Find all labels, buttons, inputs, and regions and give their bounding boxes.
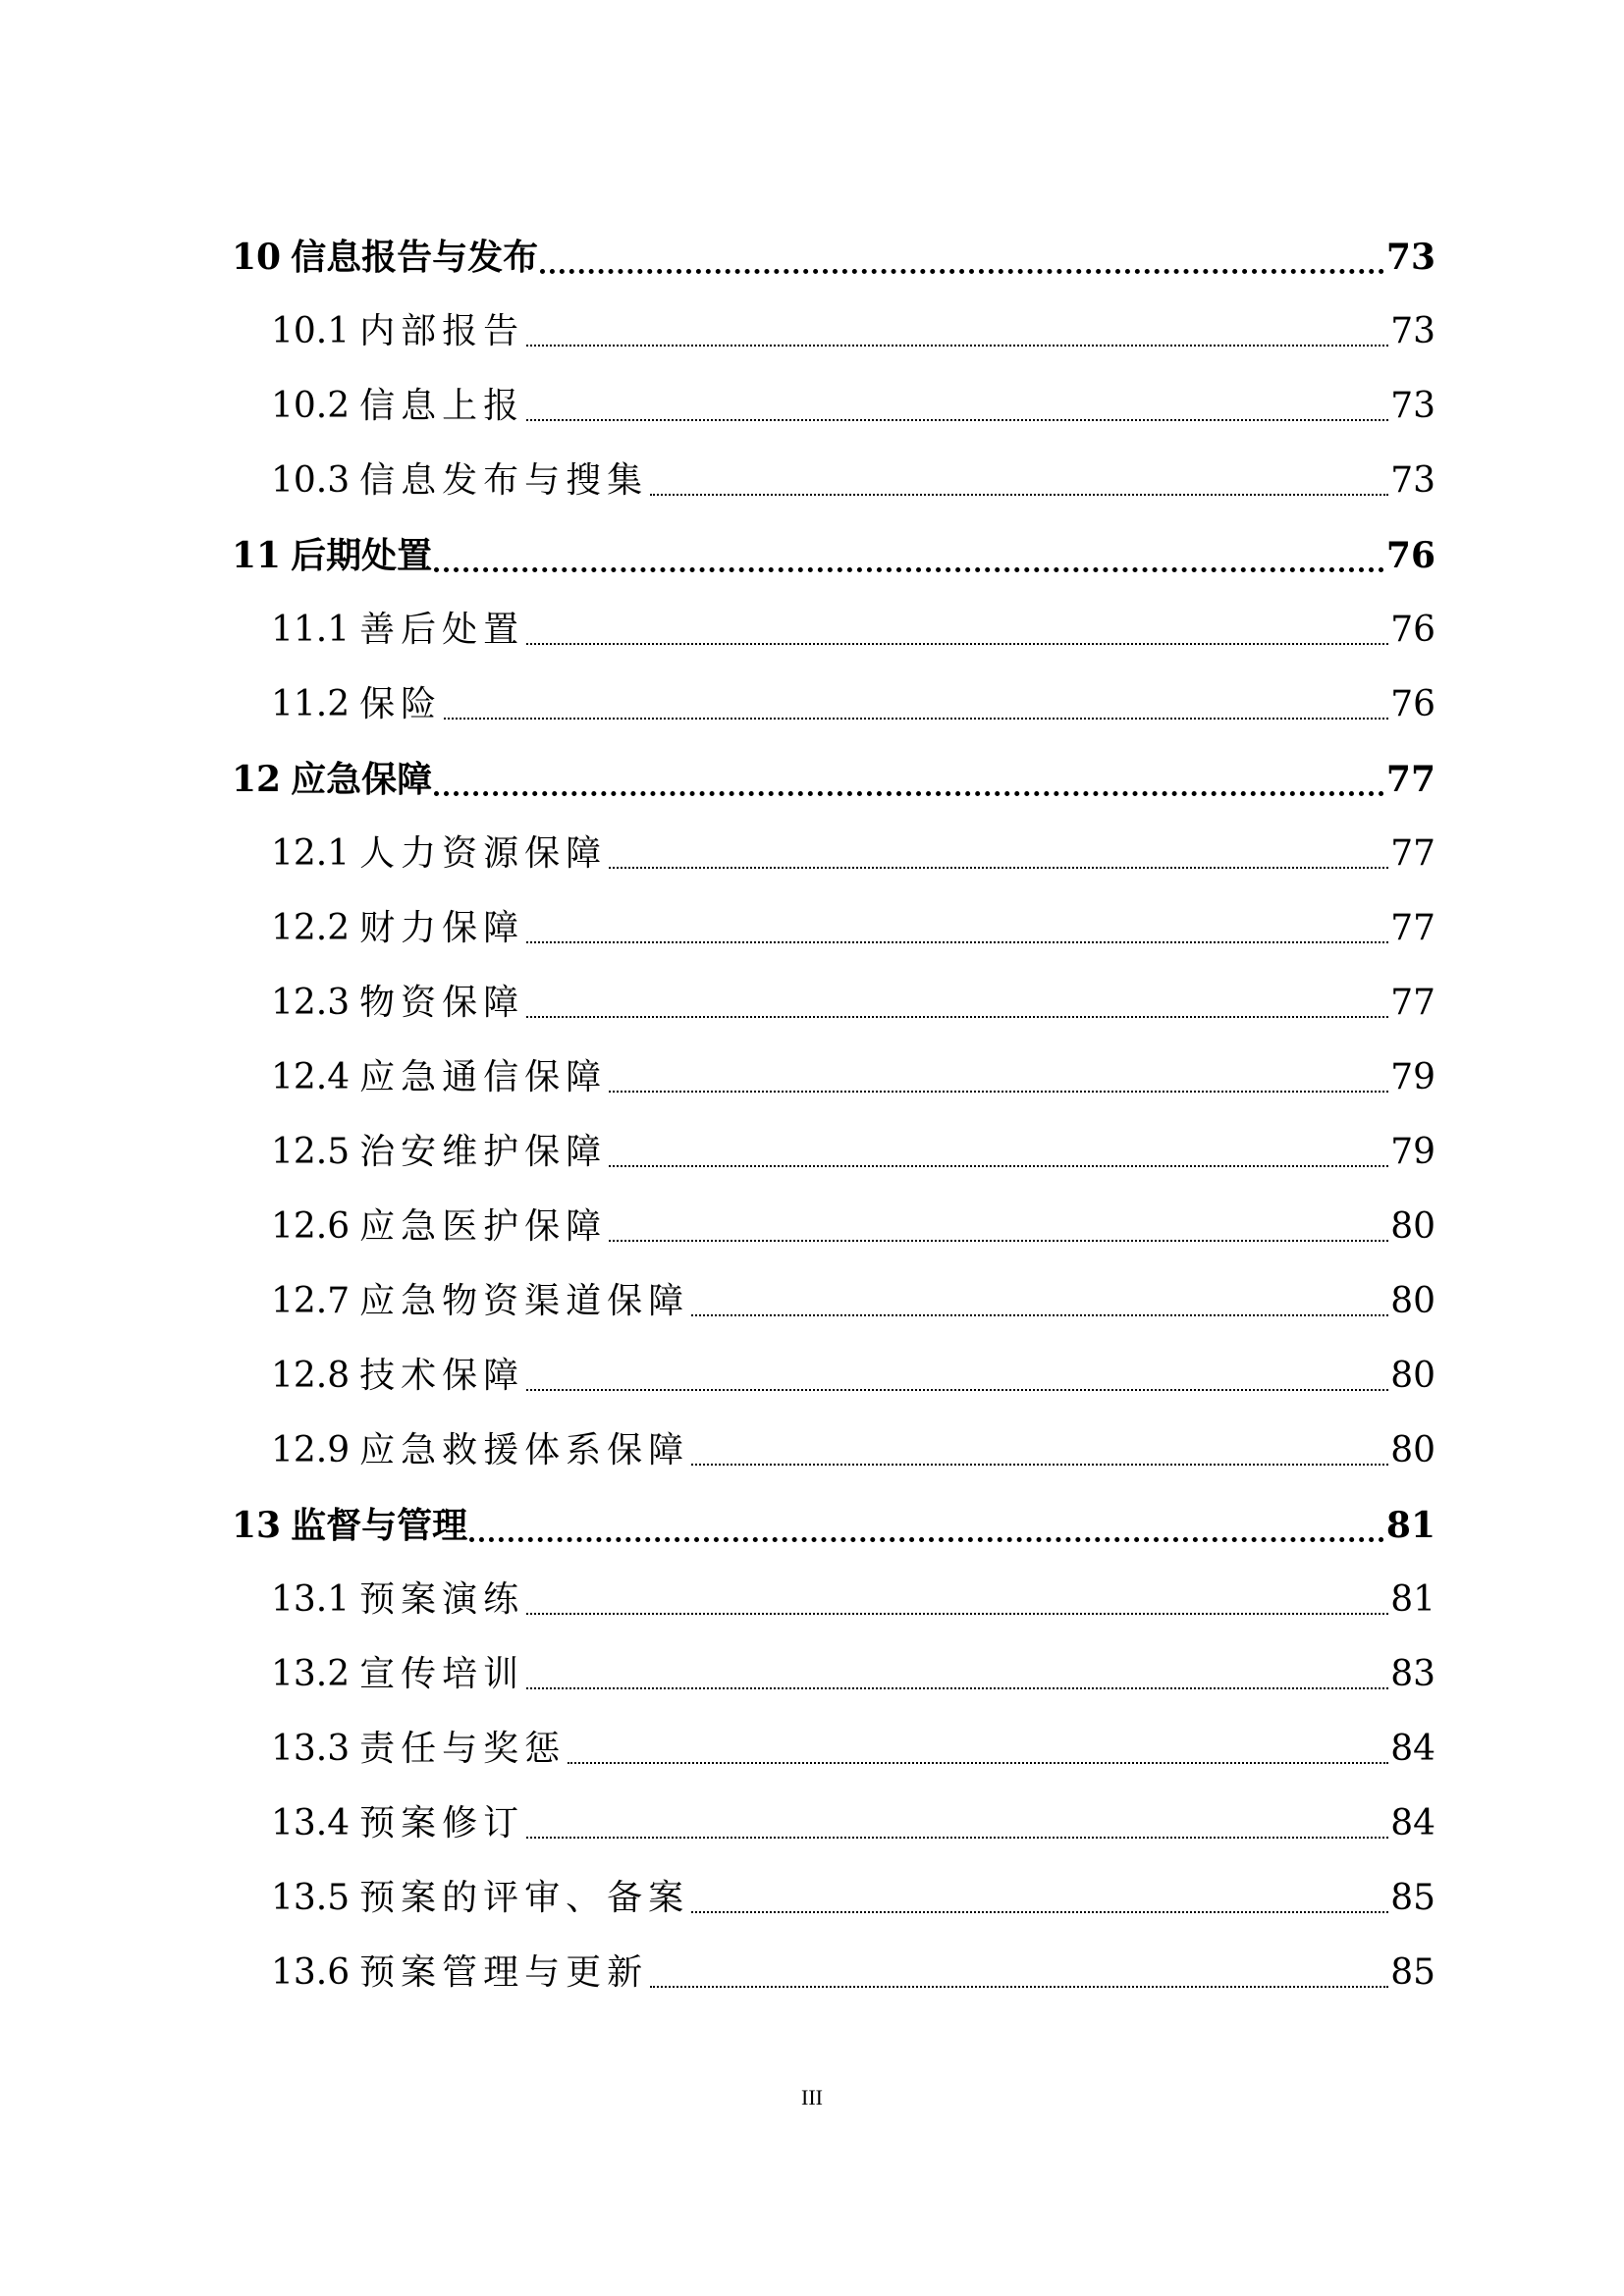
toc-entry-text: 技术保障 bbox=[359, 1356, 525, 1396]
toc-leader-dots bbox=[650, 494, 1388, 496]
table-of-contents bbox=[232, 220, 1435, 2010]
toc-leader-dots bbox=[434, 791, 1384, 796]
toc-entry[interactable] bbox=[232, 1488, 1435, 1563]
toc-entry-page: 81 bbox=[1385, 1505, 1435, 1546]
toc-entry-number: 10.1 bbox=[271, 311, 351, 351]
toc-entry-title bbox=[271, 1579, 525, 1620]
toc-entry-page: 76 bbox=[1385, 535, 1435, 576]
toc-entry[interactable] bbox=[232, 593, 1435, 667]
toc-entry-number: 12.3 bbox=[271, 983, 351, 1023]
toc-entry-text: 应急物资渠道保障 bbox=[359, 1281, 690, 1321]
toc-entry-number: 13.5 bbox=[271, 1878, 351, 1918]
toc-leader-dots bbox=[434, 567, 1384, 572]
toc-entry-title bbox=[271, 1803, 525, 1843]
toc-entry[interactable] bbox=[232, 1861, 1435, 1936]
toc-entry-text: 预案管理与更新 bbox=[359, 1952, 649, 1993]
toc-entry-text: 监督与管理 bbox=[291, 1505, 468, 1546]
toc-entry-text: 应急救援体系保障 bbox=[359, 1430, 690, 1470]
toc-leader-dots bbox=[609, 1165, 1388, 1167]
toc-entry-page: 73 bbox=[1385, 237, 1435, 278]
toc-entry-title bbox=[271, 684, 443, 724]
toc-entry-text: 人力资源保障 bbox=[359, 833, 608, 874]
toc-entry-page: 85 bbox=[1390, 1878, 1435, 1918]
toc-entry-title bbox=[271, 1654, 525, 1694]
toc-leader-dots bbox=[609, 1240, 1388, 1242]
toc-entry-title bbox=[232, 759, 433, 800]
toc-entry-page: 80 bbox=[1390, 1206, 1435, 1247]
toc-entry[interactable] bbox=[232, 1563, 1435, 1637]
toc-entry-text: 信息上报 bbox=[359, 386, 525, 426]
toc-entry-text: 治安维护保障 bbox=[359, 1132, 608, 1172]
toc-entry-page: 80 bbox=[1390, 1356, 1435, 1396]
toc-leader-dots bbox=[444, 718, 1388, 720]
toc-leader-dots bbox=[650, 1986, 1388, 1988]
toc-entry-title bbox=[271, 386, 525, 426]
toc-entry-title bbox=[232, 1505, 468, 1546]
toc-entry[interactable] bbox=[232, 667, 1435, 742]
toc-entry-page: 73 bbox=[1390, 460, 1435, 501]
toc-entry-page: 77 bbox=[1390, 983, 1435, 1023]
toc-entry[interactable] bbox=[232, 1264, 1435, 1339]
toc-entry-number: 12.6 bbox=[271, 1206, 351, 1247]
toc-entry[interactable] bbox=[232, 891, 1435, 966]
toc-entry-text: 应急医护保障 bbox=[359, 1206, 608, 1247]
toc-entry-number: 10 bbox=[232, 237, 282, 278]
toc-leader-dots bbox=[540, 269, 1384, 274]
toc-entry-text: 预案演练 bbox=[359, 1579, 525, 1620]
toc-entry-title bbox=[271, 1057, 608, 1097]
toc-entry-number: 12.7 bbox=[271, 1281, 351, 1321]
toc-entry-number: 11.1 bbox=[271, 610, 351, 650]
toc-entry[interactable] bbox=[232, 369, 1435, 444]
toc-entry[interactable] bbox=[232, 1339, 1435, 1414]
toc-leader-dots bbox=[609, 1091, 1388, 1093]
toc-leader-dots bbox=[691, 1464, 1388, 1466]
toc-entry[interactable] bbox=[232, 1041, 1435, 1115]
toc-entry[interactable] bbox=[232, 1190, 1435, 1264]
toc-leader-dots bbox=[526, 1016, 1388, 1018]
toc-entry[interactable] bbox=[232, 1787, 1435, 1861]
toc-entry-title bbox=[271, 610, 525, 650]
toc-entry-text: 信息报告与发布 bbox=[291, 237, 539, 278]
toc-entry-title bbox=[271, 1878, 690, 1918]
toc-leader-dots bbox=[691, 1314, 1388, 1316]
toc-entry-title bbox=[271, 1356, 525, 1396]
toc-entry[interactable] bbox=[232, 1637, 1435, 1712]
toc-entry-text: 责任与奖惩 bbox=[359, 1729, 567, 1769]
toc-entry-page: 80 bbox=[1390, 1281, 1435, 1321]
toc-entry-number: 10.3 bbox=[271, 460, 351, 501]
toc-entry-title bbox=[271, 983, 525, 1023]
toc-entry-text: 物资保障 bbox=[359, 983, 525, 1023]
toc-entry-text: 应急保障 bbox=[291, 759, 433, 800]
toc-leader-dots bbox=[568, 1762, 1388, 1764]
toc-entry[interactable] bbox=[232, 1115, 1435, 1190]
toc-entry-text: 宣传培训 bbox=[359, 1654, 525, 1694]
toc-entry-page: 80 bbox=[1390, 1430, 1435, 1470]
toc-entry[interactable] bbox=[232, 444, 1435, 518]
toc-entry-page: 77 bbox=[1385, 759, 1435, 800]
toc-entry-title bbox=[271, 460, 649, 501]
toc-entry-page: 77 bbox=[1390, 833, 1435, 874]
toc-entry-page: 77 bbox=[1390, 908, 1435, 948]
toc-leader-dots bbox=[526, 1613, 1388, 1615]
toc-entry-page: 73 bbox=[1390, 386, 1435, 426]
toc-entry-number: 13.1 bbox=[271, 1579, 351, 1620]
toc-entry-text: 信息发布与搜集 bbox=[359, 460, 649, 501]
toc-entry-number: 11.2 bbox=[271, 684, 351, 724]
toc-entry-text: 后期处置 bbox=[291, 535, 433, 576]
toc-entry-page: 79 bbox=[1390, 1057, 1435, 1097]
toc-entry-text: 财力保障 bbox=[359, 908, 525, 948]
toc-entry[interactable] bbox=[232, 294, 1435, 369]
toc-leader-dots bbox=[526, 419, 1388, 421]
toc-leader-dots bbox=[526, 345, 1388, 347]
toc-leader-dots bbox=[526, 1687, 1388, 1689]
toc-entry-title bbox=[271, 908, 525, 948]
toc-leader-dots bbox=[691, 1911, 1388, 1913]
toc-entry[interactable] bbox=[232, 1414, 1435, 1488]
toc-entry-number: 12.9 bbox=[271, 1430, 351, 1470]
toc-entry[interactable] bbox=[232, 742, 1435, 817]
toc-entry-title bbox=[232, 535, 433, 576]
toc-entry-page: 83 bbox=[1390, 1654, 1435, 1694]
toc-leader-dots bbox=[469, 1537, 1384, 1542]
toc-entry-page: 84 bbox=[1390, 1729, 1435, 1769]
toc-entry[interactable] bbox=[232, 1712, 1435, 1787]
toc-entry-number: 13.6 bbox=[271, 1952, 351, 1993]
toc-entry-title bbox=[271, 311, 525, 351]
toc-entry[interactable] bbox=[232, 518, 1435, 593]
toc-entry-number: 12.8 bbox=[271, 1356, 351, 1396]
toc-leader-dots bbox=[526, 1837, 1388, 1839]
toc-entry[interactable] bbox=[232, 966, 1435, 1041]
toc-entry-page: 73 bbox=[1390, 311, 1435, 351]
toc-entry-title bbox=[271, 1729, 567, 1769]
toc-entry-number: 13.3 bbox=[271, 1729, 351, 1769]
toc-entry-number: 11 bbox=[232, 535, 282, 576]
page-number: III bbox=[801, 2085, 823, 2109]
toc-entry[interactable] bbox=[232, 817, 1435, 891]
toc-entry-title bbox=[271, 1281, 690, 1321]
toc-entry-number: 12.1 bbox=[271, 833, 351, 874]
toc-entry-title bbox=[271, 833, 608, 874]
toc-entry-page: 85 bbox=[1390, 1952, 1435, 1993]
toc-entry-page: 81 bbox=[1390, 1579, 1435, 1620]
toc-entry-page: 76 bbox=[1390, 684, 1435, 724]
toc-leader-dots bbox=[609, 867, 1388, 869]
toc-entry-page: 84 bbox=[1390, 1803, 1435, 1843]
toc-entry-number: 10.2 bbox=[271, 386, 351, 426]
toc-entry-number: 12 bbox=[232, 759, 282, 800]
toc-entry-number: 13 bbox=[232, 1505, 282, 1546]
toc-entry-page: 79 bbox=[1390, 1132, 1435, 1172]
toc-entry-number: 13.2 bbox=[271, 1654, 351, 1694]
toc-entry-title bbox=[271, 1132, 608, 1172]
toc-entry-number: 12.5 bbox=[271, 1132, 351, 1172]
toc-entry-text: 预案的评审、备案 bbox=[359, 1878, 690, 1918]
toc-entry-title bbox=[271, 1206, 608, 1247]
toc-entry-number: 13.4 bbox=[271, 1803, 351, 1843]
toc-entry-text: 预案修订 bbox=[359, 1803, 525, 1843]
toc-entry[interactable] bbox=[232, 1936, 1435, 2010]
toc-entry-text: 善后处置 bbox=[359, 610, 525, 650]
toc-entry-text: 内部报告 bbox=[359, 311, 525, 351]
toc-entry-number: 12.4 bbox=[271, 1057, 351, 1097]
toc-entry-number: 12.2 bbox=[271, 908, 351, 948]
toc-leader-dots bbox=[526, 643, 1388, 645]
toc-entry-text: 应急通信保障 bbox=[359, 1057, 608, 1097]
toc-leader-dots bbox=[526, 941, 1388, 943]
toc-entry[interactable] bbox=[232, 220, 1435, 294]
toc-entry-title bbox=[271, 1952, 649, 1993]
toc-entry-page: 76 bbox=[1390, 610, 1435, 650]
toc-leader-dots bbox=[526, 1389, 1388, 1391]
toc-entry-title bbox=[232, 237, 539, 278]
toc-entry-title bbox=[271, 1430, 690, 1470]
toc-entry-text: 保险 bbox=[359, 684, 443, 724]
